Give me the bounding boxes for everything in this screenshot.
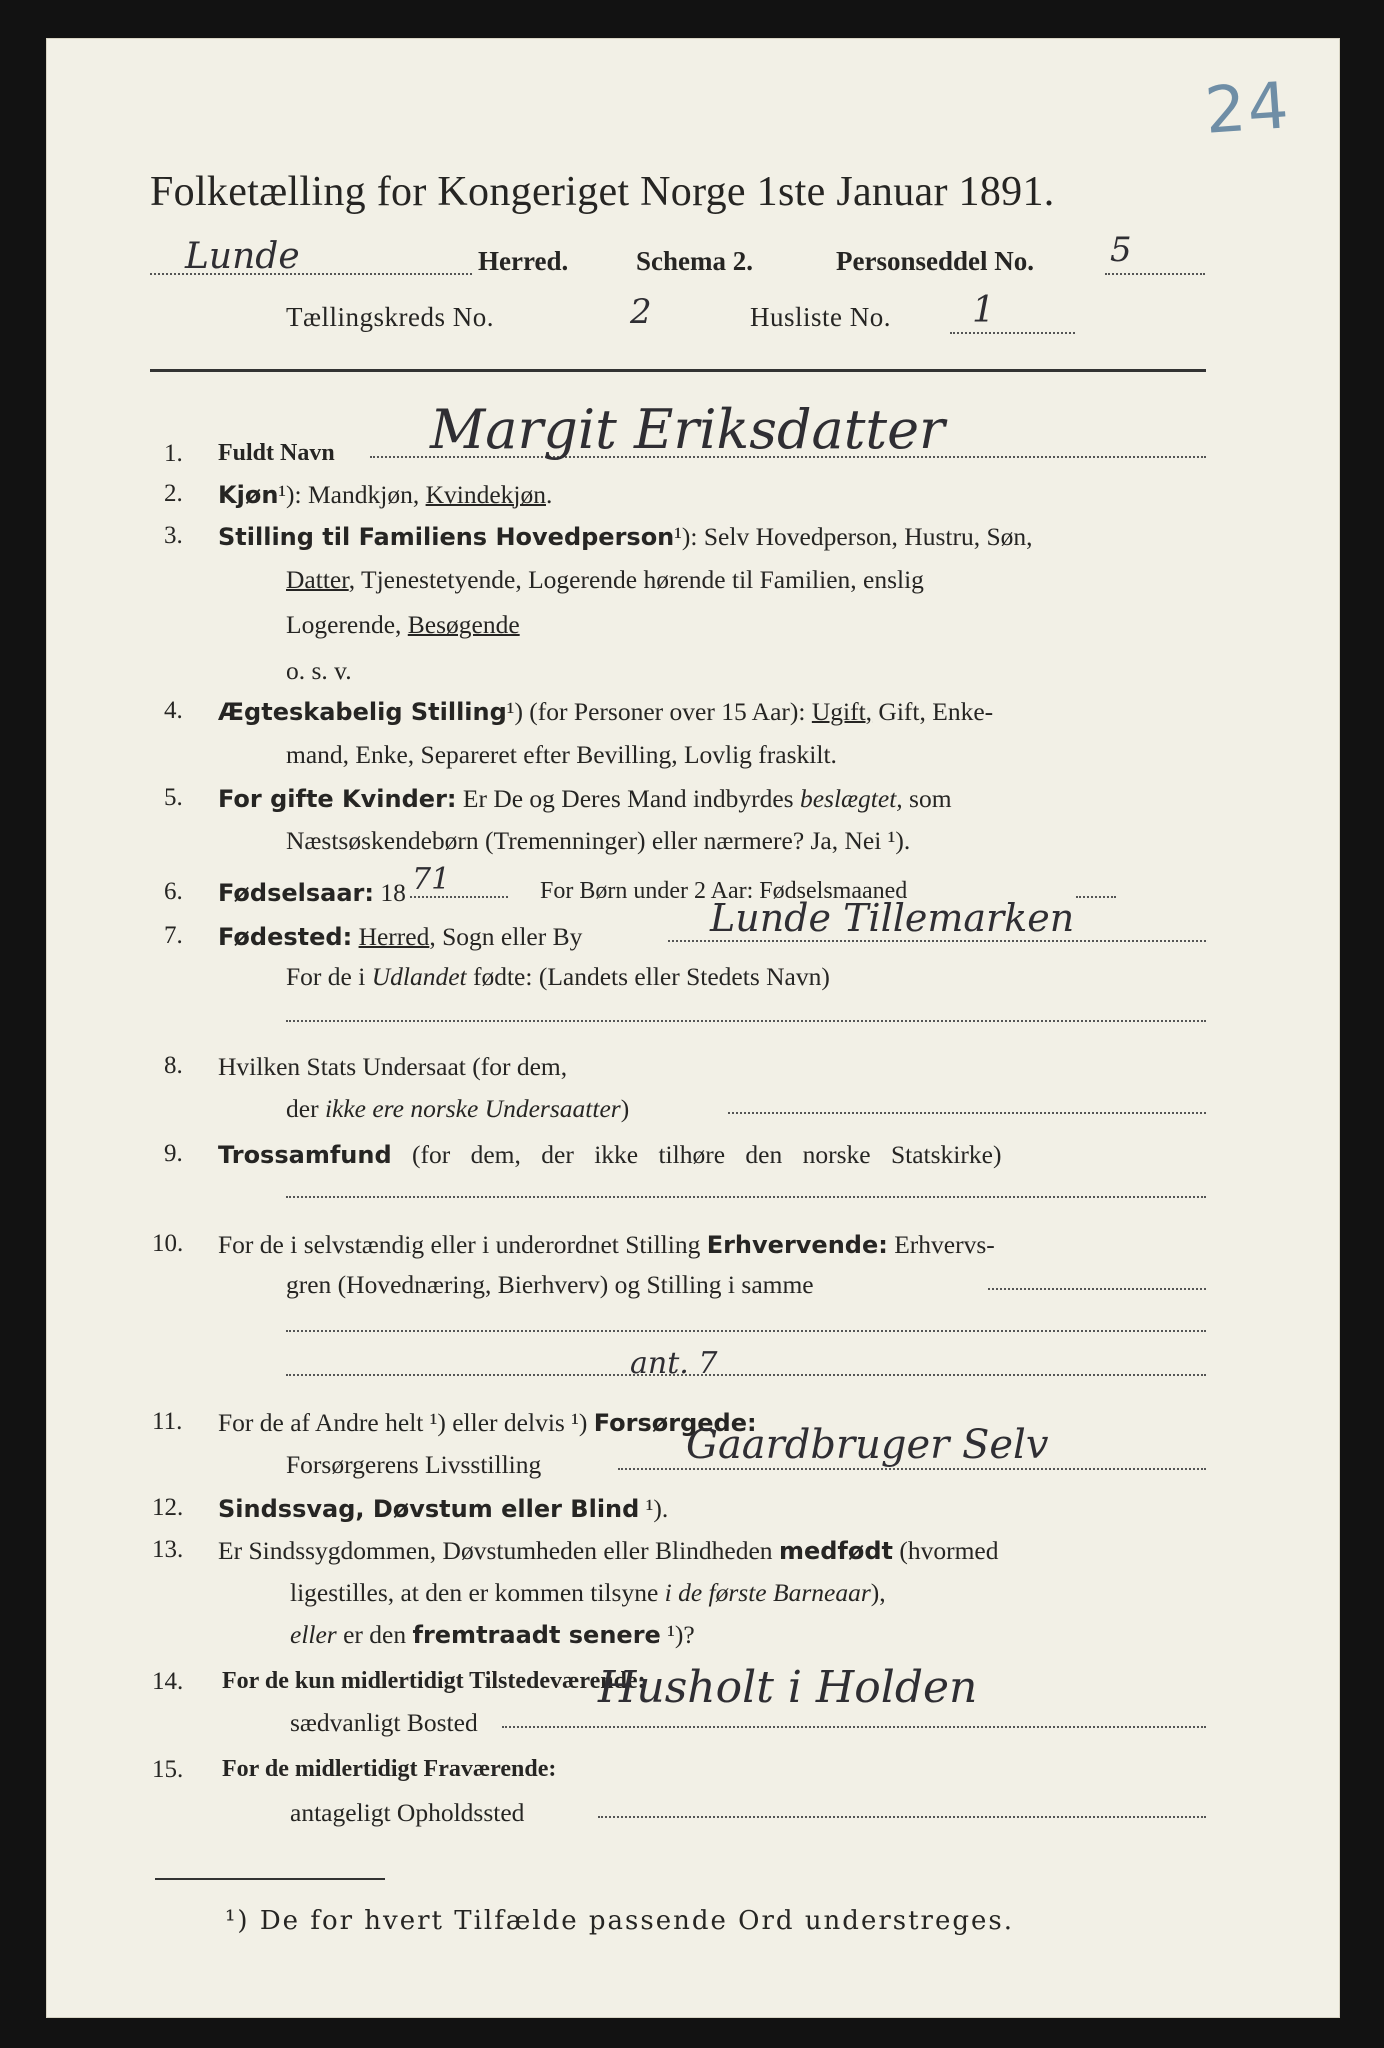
undersaat-note: (for dem,	[465, 1052, 568, 1081]
personseddel-label: Personseddel No.	[836, 246, 1034, 276]
item-number-9: 9.	[164, 1140, 183, 1167]
erhverv-dotted-line-2	[286, 1330, 1206, 1332]
item-number-6: 6.	[164, 878, 183, 905]
erhverv-suffix: Erhvervs-	[887, 1230, 995, 1259]
opholdssted-label: antageligt Opholdssted	[290, 1798, 525, 1827]
stilling-options-1: ¹): Selv Hovedperson, Hustru, Søn,	[674, 522, 1033, 551]
kvindekjon-underlined: Kvindekjøn	[425, 480, 546, 509]
senere-prefix: er den	[336, 1620, 413, 1649]
undersaat-line-2	[286, 1094, 629, 1124]
medfodt-label: medfødt	[778, 1537, 893, 1565]
udlandet-dotted-line	[286, 1020, 1206, 1022]
stilling-options-2: , Tjenestetyende, Logerende hørende til Familien, enslig	[348, 565, 924, 594]
trossamfund-line	[218, 1140, 1001, 1170]
erhvervende-label: Erhvervende:	[706, 1231, 888, 1259]
item-number-7: 7.	[164, 922, 183, 949]
erhverv-dotted-line-3	[286, 1374, 1206, 1376]
kjon-line: Kjøn¹): Mandkjøn, Kvindekjøn.	[218, 480, 553, 509]
item-number-15: 15.	[152, 1756, 184, 1783]
stilling-line-2	[286, 565, 924, 595]
fodselsaar-label: Fødselsaar:	[218, 879, 374, 907]
aegteskab-line-1	[218, 697, 993, 727]
tilsyne-prefix: ligestilles, at den er kommen tilsyne	[290, 1578, 665, 1607]
medfodt-prefix: Er Sindssygdommen, Døvstumheden eller Blindheden	[218, 1536, 779, 1565]
erhverv-line-2: gren (Hovednæring, Bierhverv) og Stilling i samme	[286, 1270, 814, 1299]
undersaat-dotted-line	[728, 1112, 1206, 1114]
sindssvag-label: Sindssvag, Døvstum eller Blind	[218, 1495, 640, 1523]
tilsyne-suffix: ),	[870, 1578, 886, 1607]
beslaegtet-italic: beslægtet,	[799, 784, 903, 813]
forsorgede-prefix: For de af Andre helt ¹) eller delvis ¹)	[218, 1408, 594, 1437]
item-number-13: 13.	[152, 1536, 184, 1563]
gifte-line-2: Næstsøskendebørn (Tremenninger) eller nærmere? Ja, Nei ¹).	[286, 826, 911, 855]
opholdssted-dotted-line	[598, 1816, 1206, 1818]
husliste-label: Husliste No.	[750, 302, 891, 332]
husliste-dotted-line	[950, 332, 1075, 334]
bosted-handwritten: Husholt i Holden	[598, 1662, 978, 1713]
item-number-4: 4.	[164, 697, 183, 724]
fodested-options: , Sogn eller By	[429, 922, 583, 951]
forsorgerens-handwritten: Gaardbruger Selv	[686, 1422, 1049, 1468]
fodselsaar-prefix: 18	[374, 878, 406, 907]
stilling-line-3	[286, 610, 520, 640]
item-number-3: 3.	[164, 522, 183, 549]
sindssvag-line	[218, 1494, 668, 1524]
bosted-label: sædvanligt Bosted	[290, 1708, 478, 1737]
udlandet-suffix: fødte: (Landets eller Stedets Navn)	[466, 962, 830, 991]
bosted-dotted-line	[502, 1726, 1206, 1728]
archive-number-stamp: 24	[1202, 69, 1293, 149]
kjon-options: ¹): Mandkjøn,	[278, 480, 426, 509]
senere-label: fremtraadt senere	[412, 1621, 661, 1649]
fodested-handwritten: Lunde Tillemarken	[710, 896, 1075, 940]
besogende-underlined: Besøgende	[407, 610, 520, 639]
aegteskab-label: Ægteskabelig Stilling	[218, 698, 507, 726]
trossamfund-note: (for dem, der ikke tilhøre den norske Statskirke)	[391, 1140, 1002, 1169]
ugift-underlined: Ugift,	[811, 697, 873, 726]
herred-underlined: Herred	[358, 922, 430, 951]
fuldt-navn-label: Fuldt Navn	[218, 440, 335, 466]
personseddel-dotted-line	[1105, 273, 1205, 275]
kreds-handwritten: 2	[630, 292, 652, 332]
gifte-som: som	[902, 784, 952, 813]
medfodt-line-1	[218, 1536, 999, 1566]
erhverv-line-1	[218, 1230, 995, 1260]
erhverv-handwritten: ant. 7	[630, 1346, 718, 1381]
fodselsaar-line	[218, 878, 406, 908]
census-form-sheet	[46, 38, 1340, 2018]
item-number-2: 2.	[164, 480, 183, 507]
fodselsaar-dotted-line	[410, 896, 508, 898]
form-title: Folketælling for Kongeriget Norge 1ste Januar 1891.	[150, 169, 1055, 215]
gifte-line-1	[218, 784, 952, 814]
undersaat-close: )	[620, 1094, 630, 1123]
schema-label: Schema 2.	[636, 246, 753, 276]
eller-italic: eller	[290, 1620, 337, 1649]
fodselsmaaned-dotted-line	[1076, 896, 1116, 898]
herred-label: Herred.	[478, 246, 569, 276]
undersaat-line-1	[218, 1052, 567, 1082]
udlandet-prefix: For de i	[286, 962, 372, 991]
undersaat-italic: ikke ere norske Undersaatter	[324, 1094, 621, 1123]
kjon-label: Kjøn	[218, 481, 279, 509]
gifte-question: Er De og Deres Mand indbyrdes	[456, 784, 800, 813]
senere-note: ¹)?	[660, 1620, 695, 1649]
footnote-rule	[155, 1878, 385, 1880]
trossamfund-label: Trossamfund	[218, 1141, 392, 1169]
undersaat-der: der	[286, 1094, 325, 1123]
stilling-osv: o. s. v.	[286, 656, 352, 685]
medfodt-line-2	[290, 1578, 886, 1608]
item-number-14: 14.	[152, 1668, 184, 1695]
fodested-dotted-line	[668, 940, 1206, 942]
born-under-2-label: For Børn under 2 Aar: Fødselsmaaned	[540, 878, 908, 904]
item-number-12: 12.	[152, 1494, 184, 1521]
stilling-options-3: Logerende,	[286, 610, 408, 639]
husliste-handwritten: 1	[972, 290, 995, 331]
fodselsaar-handwritten: 71	[412, 862, 451, 897]
fodested-line-1	[218, 922, 582, 952]
tilstedevaerende-label: For de kun midlertidigt Tilstedeværende:	[222, 1668, 646, 1694]
item-number-11: 11.	[152, 1408, 183, 1435]
fodested-label: Fødested:	[218, 923, 353, 951]
gifte-label: For gifte Kvinder:	[218, 785, 457, 813]
fodested-line-2	[286, 962, 830, 992]
herred-handwritten: Lunde	[185, 236, 300, 277]
item-number-8: 8.	[164, 1052, 183, 1079]
item-number-1: 1.	[164, 440, 183, 467]
aegteskab-note: ¹) (for Personer over 15 Aar):	[506, 697, 812, 726]
aegteskab-line-2: mand, Enke, Separeret efter Bevilling, Lovlig fraskilt.	[286, 740, 837, 769]
medfodt-suffix: (hvormed	[892, 1536, 999, 1565]
udlandet-italic: Udlandet	[371, 962, 467, 991]
item-number-10: 10.	[152, 1230, 184, 1257]
stilling-line-1	[218, 522, 1033, 552]
personseddel-handwritten: 5	[1110, 230, 1132, 270]
forsorgede-line-1	[218, 1408, 757, 1438]
footnote: ¹) De for hvert Tilfælde passende Ord understreges.	[225, 1906, 1015, 1936]
stilling-label: Stilling til Familiens Hovedperson	[218, 523, 675, 551]
kreds-label: Tællingskreds No.	[286, 302, 494, 332]
fravaerende-label: For de midlertidigt Fraværende:	[222, 1756, 557, 1782]
erhverv-dotted-line-1	[988, 1288, 1206, 1290]
erhverv-prefix: For de i selvstændig eller i underordnet Stilling	[218, 1230, 707, 1259]
forsorgerens-dotted-line	[618, 1468, 1206, 1470]
datter-underlined: Datter	[286, 565, 349, 594]
sindssvag-note: ¹).	[639, 1494, 669, 1523]
fuldt-navn-handwritten: Margit Eriksdatter	[430, 398, 945, 461]
undersaat-label: Hvilken Stats Undersaat	[218, 1052, 466, 1081]
header-rule	[150, 369, 1206, 372]
trossamfund-dotted-line	[286, 1196, 1206, 1198]
medfodt-line-3	[290, 1620, 695, 1650]
aegteskab-options-1: Gift, Enke-	[872, 697, 994, 726]
barneaar-italic: i de første Barneaar	[664, 1578, 871, 1607]
forsorgerens-label: Forsørgerens Livsstilling	[286, 1450, 542, 1479]
forsorgede-label: Forsørgede:	[593, 1409, 757, 1437]
item-number-5: 5.	[164, 784, 183, 811]
